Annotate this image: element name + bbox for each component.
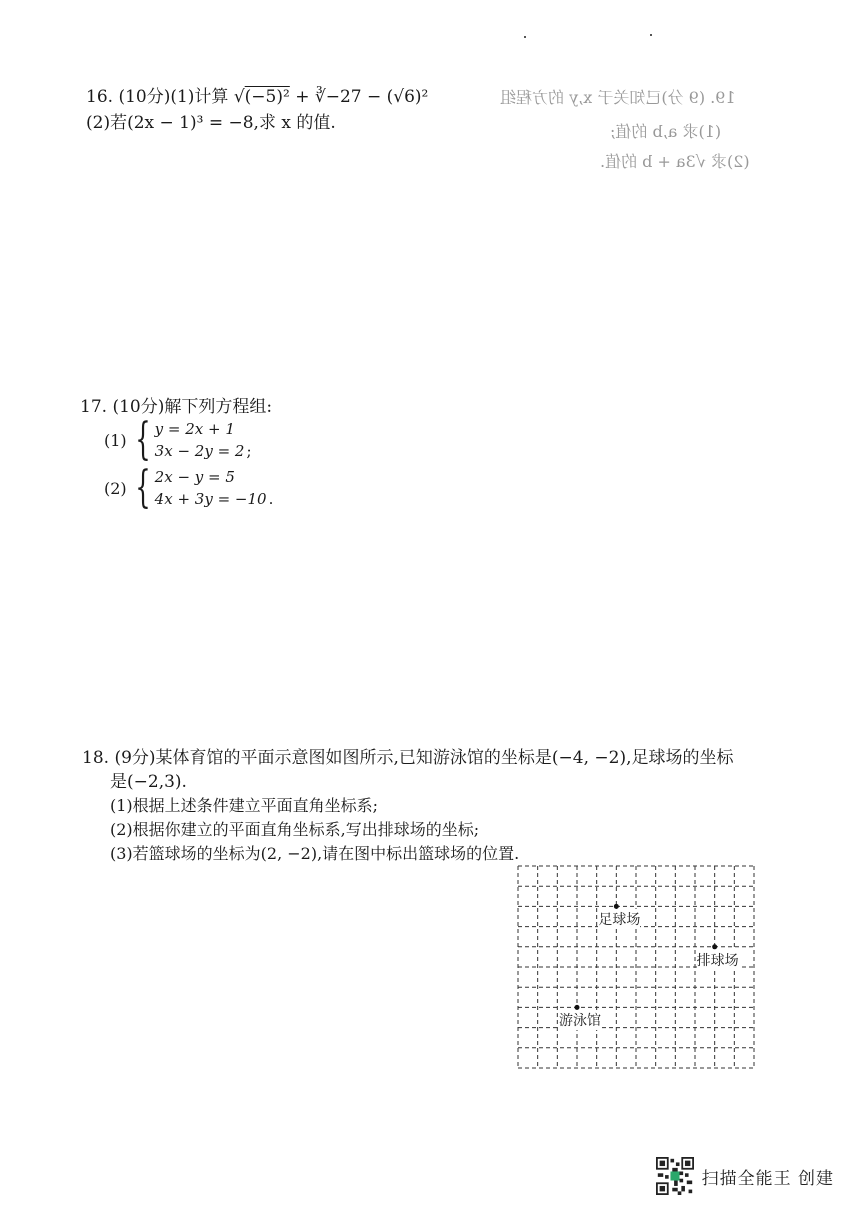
q19-ghost-line2: (1)求 a,b 的值;	[610, 122, 722, 141]
q18-item2: (2)根据你建立的平面直角坐标系,写出排球场的坐标;	[110, 820, 480, 839]
q18-line2: 是(−2,3).	[110, 772, 187, 792]
scan-speck	[650, 34, 652, 36]
q16-sqrt-inner: (−5)²	[244, 87, 290, 107]
q17-sys2-eq2: 4x + 3y = −10	[154, 490, 267, 508]
grid-point	[614, 904, 619, 909]
q16-expr: + ∛−27 − (√6)²	[295, 87, 429, 107]
q17-head: 17. (10分)解下列方程组:	[80, 397, 273, 417]
q19-ghost-line3: (2)求 √3a + b 的值.	[600, 152, 750, 171]
q16-part2: (2)若(2x − 1)³ = −8,求 x 的值.	[86, 113, 336, 133]
q17-sys2-label: (2)	[104, 478, 127, 498]
q17-sys1-eq1: y = 2x + 1	[154, 420, 235, 438]
grid-point	[575, 1005, 580, 1010]
q17-sys1-eq2: 3x − 2y = 2	[154, 442, 245, 460]
q17-sys2-tail: .	[268, 490, 274, 508]
grid-point-label: 足球场	[598, 909, 640, 929]
scanner-watermark	[656, 1157, 834, 1195]
q16-line1	[86, 85, 428, 109]
q16-sqrt: √(−5)²	[233, 87, 290, 107]
venue-grid-diagram	[516, 864, 756, 1070]
grid-point-label: 游泳馆	[559, 1010, 601, 1030]
brace-icon: {	[134, 414, 151, 465]
brace-icon: {	[134, 462, 151, 513]
scan-speck	[524, 36, 526, 38]
watermark-text: 扫描全能王 创建	[701, 1168, 834, 1189]
q18-line1: 18. (9分)某体育馆的平面示意图如图所示,已知游泳馆的坐标是(−4, −2),足球场的坐标	[82, 748, 734, 768]
q17-system-2	[104, 462, 274, 513]
grid-point	[712, 944, 717, 949]
q18-item1: (1)根据上述条件建立平面直角坐标系;	[110, 796, 379, 815]
q19-ghost-line1: 19. (9 分)已知关于 x,y 的方程组	[500, 88, 736, 107]
grid-point-label: 排球场	[697, 950, 739, 970]
q17-sys2-eq1: 2x − y = 5	[154, 468, 235, 486]
qr-code-icon	[656, 1157, 694, 1195]
q17-sys1-label: (1)	[104, 430, 127, 450]
q16-head: 16. (10分)(1)计算	[86, 87, 229, 107]
q17-sys1-tail: ;	[246, 442, 252, 460]
q18-item3: (3)若篮球场的坐标为(2, −2),请在图中标出篮球场的位置.	[110, 844, 520, 863]
q17-system-1	[104, 414, 252, 465]
